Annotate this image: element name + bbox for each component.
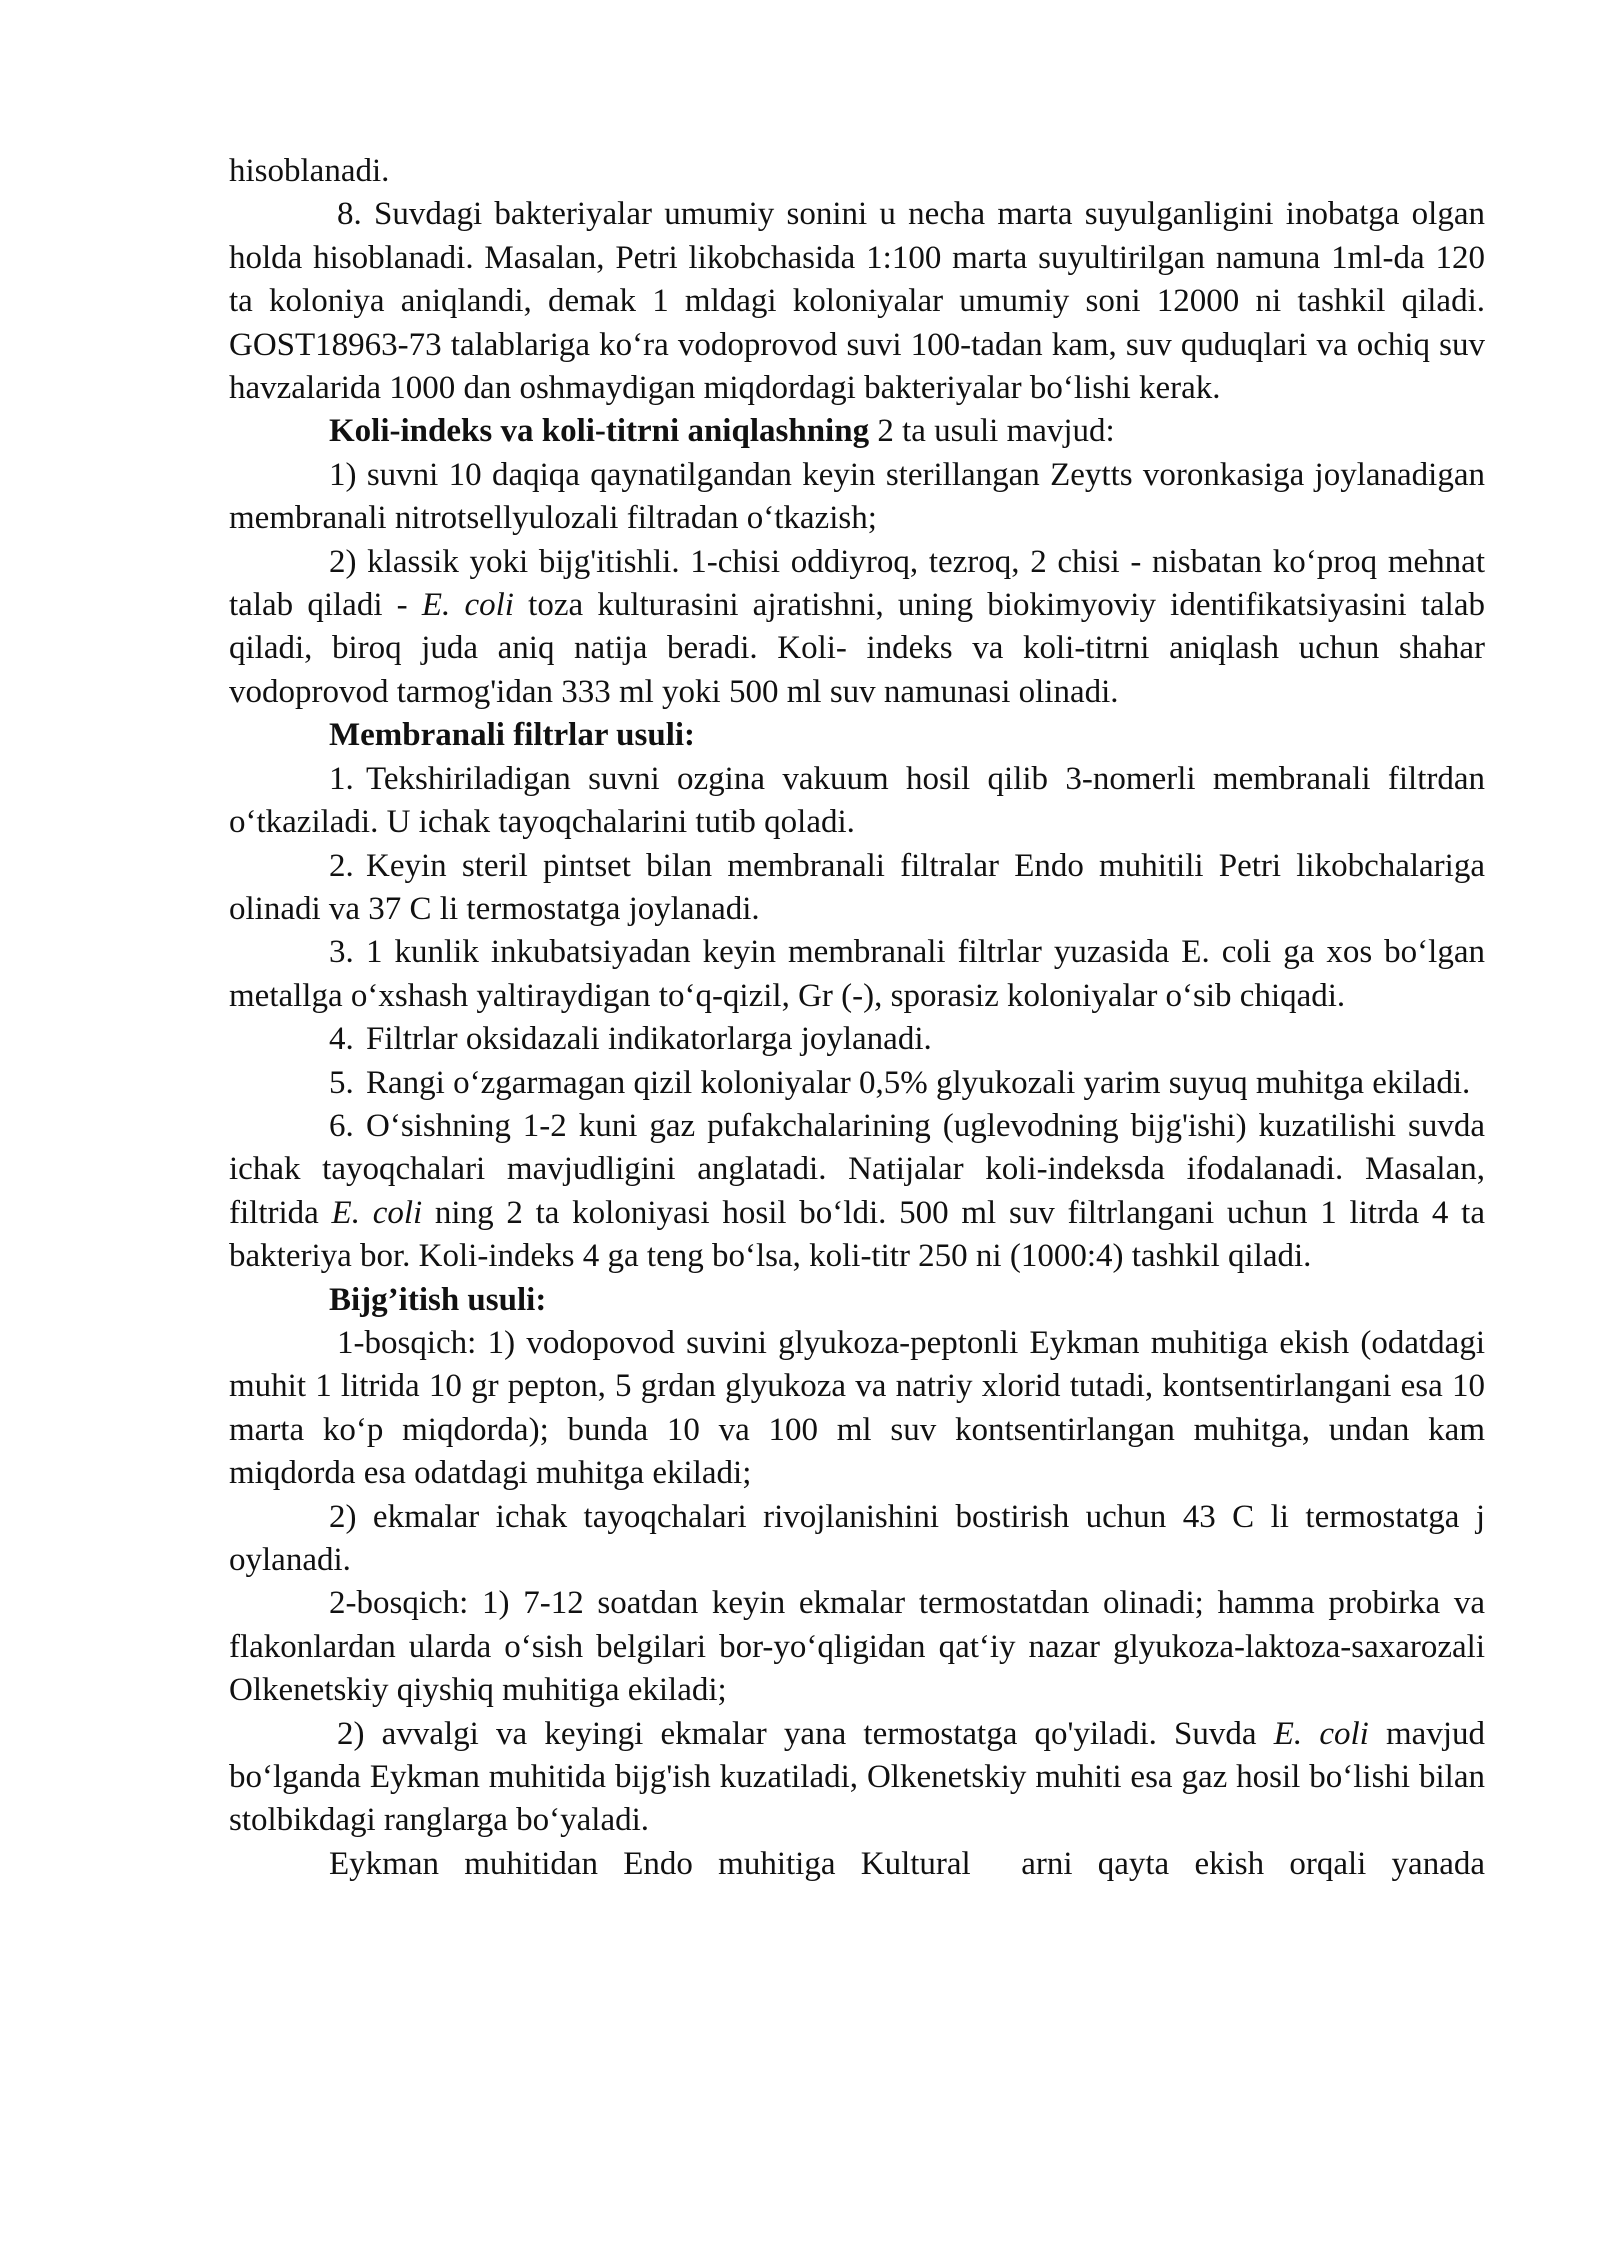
text: 2-bosqich: 1) 7-12 soatdan keyin ekmalar termostatdan olinadi; hamma probirka va flakonlardan ularda o‘sish belgilari bor-yo‘qligidan qat‘iy nazar glyukoza-laktoza-saxarozali Olkenetskiy qiyshiq muhitiga ekiladi; (229, 1585, 1485, 1709)
item-text: Suvdagi bakteriyalar umumiy sonini u necha marta suyulganligini inobatga olgan holda hisoblanadi. Masalan, Petri likobchasida 1:100 marta suyultirilgan namuna 1ml-da 120 ta koloniya aniqlandi, demak 1 mldagi koloniyalar umumiy soni 12000 ni tashkil qiladi. GOST18963-73 talablariga ko‘ra vodoprovod suvi 100-tadan kam, suv quduqlari va ochiq suv havzalarida 1000 dan oshmaydigan miqdordagi bakteriyalar bo‘lishi kerak. (229, 196, 1485, 407)
item-number: 1. (329, 760, 354, 797)
fermentation-stage-2-step-2 (229, 1713, 1485, 1843)
membrane-step-5 (229, 1062, 1485, 1105)
membrane-step-4 (229, 1018, 1485, 1061)
item-number: 8. (337, 196, 362, 233)
text: 2) klassik yoki bijg'itishli. 1-chisi oddiyroq, tezroq, 2 chisi - nisbatan ko‘proq mehnat talab qiladi - (229, 543, 1485, 624)
paragraph-final-line (229, 1843, 1485, 1886)
text: hisoblanadi. (229, 153, 390, 189)
item-text: ning 2 ta koloniyasi hosil bo‘ldi. 500 ml suv filtrlangani uchun 1 litrda 4 ta bakteriya bor. Koli-indeks 4 ga teng bo‘lsa, koli-titr 250 ni (1000:4) tashkil qiladi. (229, 1194, 1485, 1275)
heading-text: Membranali filtrlar usuli: (329, 717, 696, 754)
paragraph-method-2 (229, 541, 1485, 715)
paragraph-method-1 (229, 454, 1485, 541)
section-heading-membrane (229, 714, 1485, 757)
species-name: E. coli (331, 1194, 423, 1231)
bold-heading: Koli-indeks va koli-titrni aniqlashning (329, 413, 870, 450)
text: Eykman muhitidan Endo muhitiga Kultural arni qayta ekish orqali yanada (329, 1845, 1485, 1882)
text: toza kulturasini ajratishni, uning biokimyoviy identifikatsiyasini talab qiladi, biroq juda aniq natija beradi. Koli- indeks va koli-titrni aniqlash uchun shahar vodoprovod tarmog'idan 333 ml yoki 500 ml suv namunasi olinadi. (229, 587, 1485, 710)
item-text: Filtrlar oksidazali indikatorlarga joylanadi. (366, 1021, 932, 1058)
paragraph-methods-intro (229, 410, 1485, 453)
text: 2 ta usuli mavjud: (869, 413, 1115, 450)
text: mavjud bo‘lganda Eykman muhitida bijg'ish kuzatiladi, Olkenetskiy muhiti esa gaz hosil bo‘lishi bilan stolbikdagi ranglarga bo‘yaladi. (229, 1715, 1485, 1839)
item-number: 2. (329, 847, 354, 884)
paragraph-item-8 (229, 193, 1485, 410)
text: 1) suvni 10 daqiqa qaynatilgandan keyin sterillangan Zeytts voronkasiga joylanadigan membranali nitrotsellyulozali filtradan o‘tkazish; (229, 456, 1485, 537)
membrane-step-3 (229, 931, 1485, 1018)
text: 2) ekmalar ichak tayoqchalari rivojlanishini bostirish uchun 43 C li termostatga j oylanadi. (229, 1498, 1485, 1578)
item-text: Tekshiriladigan suvni ozgina vakuum hosil qilib 3-nomerli membranali filtrdan o‘tkaziladi. U ichak tayoqchalarini tutib qoladi. (229, 760, 1485, 841)
species-name: E. coli (1273, 1715, 1369, 1752)
item-text: O‘sishning 1-2 kuni gaz pufakchalarining (uglevodning bijg'ishi) kuzatilishi suvda ichak tayoqchalari mavjudligini anglatadi. Natijalar koli-indeksda ifodalanadi. Masalan, filtrida (229, 1107, 1485, 1231)
fermentation-stage-2-step-1 (229, 1582, 1485, 1712)
item-number: 6. (329, 1107, 354, 1144)
document-page (229, 150, 1485, 1886)
text: 2) avvalgi va keyingi ekmalar yana termostatga qo'yiladi. Suvda (337, 1715, 1274, 1752)
species-name: E. coli (421, 587, 514, 624)
item-text: 1 kunlik inkubatsiyadan keyin membranali filtrlar yuzasida E. coli ga xos bo‘lgan metallga o‘xshash yaltiraydigan to‘q-qizil, Gr (-), sporasiz koloniyalar o‘sib chiqadi. (229, 934, 1485, 1014)
item-number: 5. (329, 1064, 354, 1101)
item-number: 3. (329, 934, 354, 971)
paragraph-continuation (229, 150, 1485, 193)
item-text: Keyin steril pintset bilan membranali filtralar Endo muhitili Petri likobchalariga olinadi va 37 C li termostatga joylanadi. (229, 847, 1485, 927)
fermentation-stage-1-step-1 (229, 1322, 1485, 1496)
item-number: 4. (329, 1021, 354, 1058)
heading-text: Bijg’itish usuli: (329, 1281, 547, 1318)
membrane-step-6 (229, 1105, 1485, 1279)
fermentation-stage-1-step-2 (229, 1496, 1485, 1583)
item-text: Rangi o‘zgarmagan qizil koloniyalar 0,5% glyukozali yarim suyuq muhitga ekiladi. (366, 1064, 1471, 1101)
membrane-step-2 (229, 845, 1485, 932)
section-heading-fermentation (229, 1279, 1485, 1322)
membrane-step-1 (229, 758, 1485, 845)
text: 1-bosqich: 1) vodopovod suvini glyukoza-peptonli Eykman muhitiga ekish (odatdagi muhit 1 litrida 10 gr pepton, 5 grdan glyukoza va natriy xlorid tutadi, kontsentirlangani esa 10 marta ko‘p miqdorda); bunda 10 va 100 ml suv kontsentirlangan muhitga, undan kam miqdorda esa odatdagi muhitga ekiladi; (229, 1324, 1485, 1492)
